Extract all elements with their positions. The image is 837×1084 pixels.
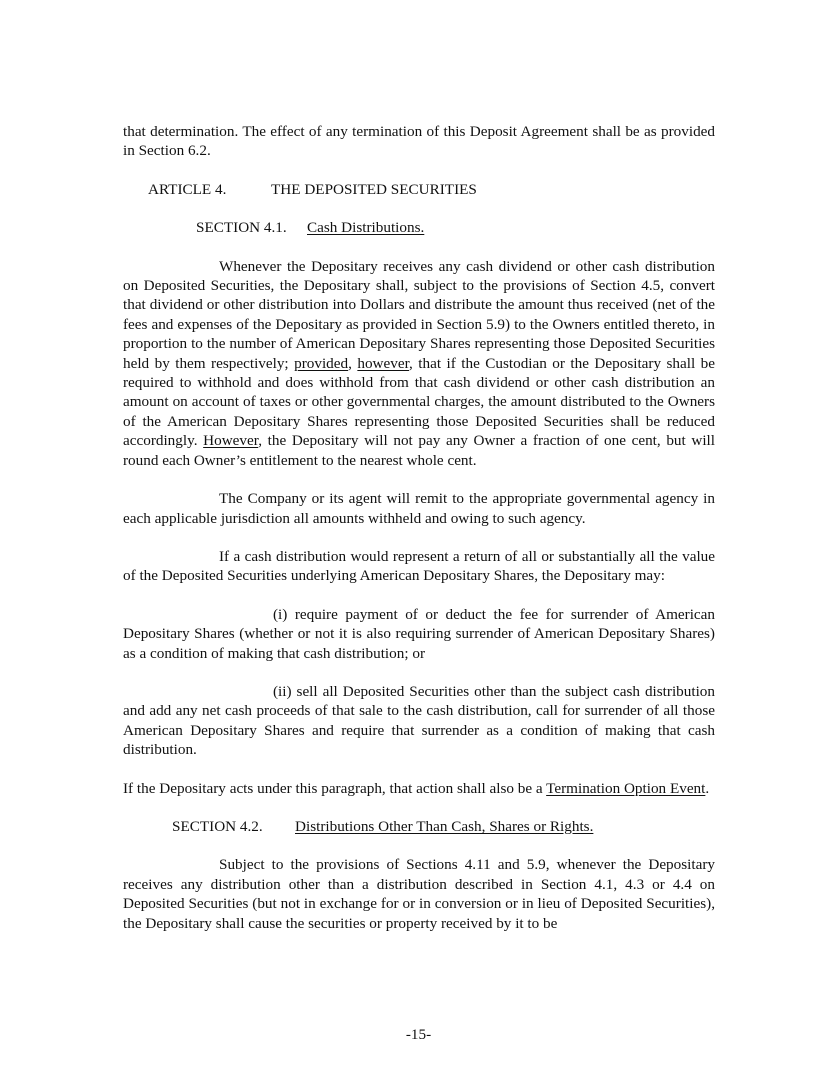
page-number: -15-: [405, 1026, 432, 1043]
section-4-1-number: SECTION 4.1.: [196, 219, 287, 237]
article-number: ARTICLE 4.: [148, 180, 227, 198]
provided-term: provided: [294, 354, 349, 372]
paragraph-text: ,: [348, 354, 358, 372]
paragraph-text: .: [705, 779, 710, 797]
page-body: [123, 122, 715, 933]
other-distributions-paragraph: Subject to the provisions of Sections 4.11 and 5.9, whenever the Depositary receives any distribution other than a distribution described in Section 4.1, 4.3 or 4.4 on Deposited Securities (but not in exchange for or in conversion or in lieu of Deposited Securities), the Depositary shall cause the securities or property received by it to be: [123, 856, 715, 932]
termination-option-term: Termination Option Event: [546, 779, 706, 797]
return-of-value-paragraph: If a cash distribution would represent a return of all or substantially all the value of the Deposited Securities underlying American Depositary Shares, the Depositary may:: [123, 547, 715, 585]
intro-paragraph: that determination. The effect of any termination of this Deposit Agreement shall be as provided in Section 6.2.: [123, 123, 715, 160]
article-title: THE DEPOSITED SECURITIES: [271, 180, 477, 198]
cash-distribution-paragraph: [123, 257, 715, 470]
however-term: however: [357, 354, 410, 372]
section-4-1-title: Cash Distributions.: [307, 219, 425, 237]
list-item-ii: (ii) sell all Deposited Securities other than the subject cash distribution and add any net cash proceeds of that sale to the cash distribution, call for surrender of all those American Depositary Shares and require that surrender as a condition of making that cash distribution.: [123, 682, 715, 759]
list-item-i: (i) require payment of or deduct the fee for surrender of American Depositary Shares (whether or not it is also requiring surrender of American Depositary Shares) as a condition of making that cash distribution; or: [123, 605, 715, 662]
section-4-1-heading: [123, 218, 715, 237]
remittance-paragraph: The Company or its agent will remit to the appropriate governmental agency in each applicable jurisdiction all amounts withheld and owing to such agency.: [123, 490, 715, 527]
section-4-2-number: SECTION 4.2.: [172, 817, 263, 835]
section-4-2-heading: [123, 817, 715, 836]
however-term-2: However: [203, 432, 259, 450]
paragraph-text: , the Depositary will not pay any Owner a fraction of one cent, but will round each Owner’s entitlement to the nearest whole cent.: [123, 432, 715, 469]
paragraph-text: Whenever the Depositary receives any cash dividend or other cash distribution on Deposited Securities, the Depositary shall, subject to the provisions of Section 4.5, convert that dividend or other distribution into Dollars and distribute the amount thus received (net of the fees and expenses of the Depositary as provided in Section 5.9) to the Owners entitled thereto, in proportion to the number of American Depositary Shares representing those Deposited Securities held by them respectively;: [123, 257, 715, 372]
paragraph-text: , that if the Custodian or the Depositary shall be required to withhold and does withhold from that cash dividend or other cash distribution an amount on account of taxes or other governmental charges, the amount distributed to the Owners of the American Depositary Shares representing those Deposited Securities shall be reduced accordingly.: [123, 354, 715, 450]
section-4-2-title: Distributions Other Than Cash, Shares or Rights.: [295, 817, 594, 835]
article-heading: [123, 180, 715, 199]
termination-option-paragraph: [123, 779, 715, 798]
paragraph-text: If the Depositary acts under this paragraph, that action shall also be a: [123, 779, 547, 797]
